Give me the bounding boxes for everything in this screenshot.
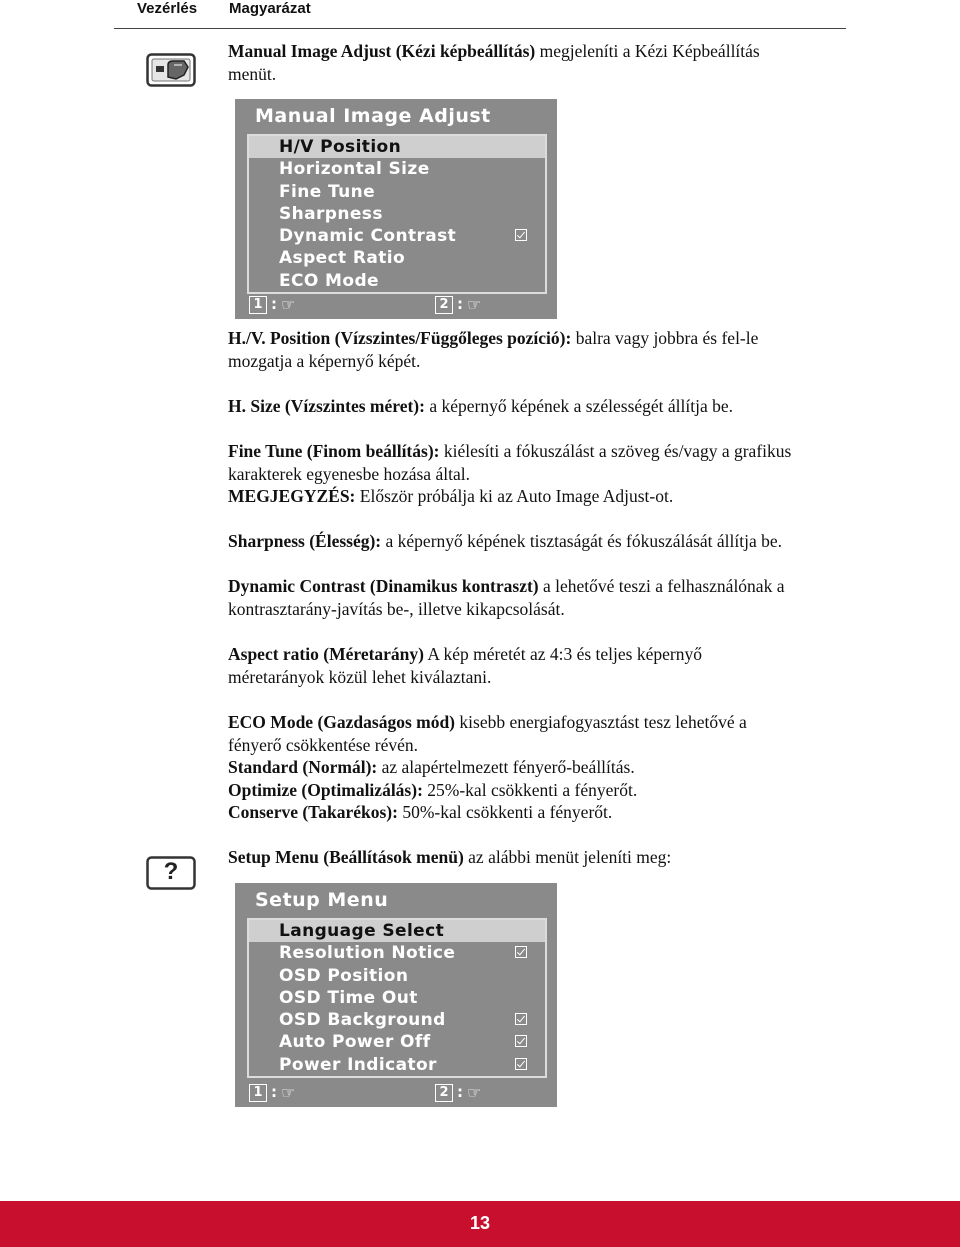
osd-menu-item-label: OSD Background <box>279 1010 446 1031</box>
osd-menu-item[interactable] <box>249 920 545 942</box>
column-header-control: Vezérlés <box>137 0 198 17</box>
osd-menu-item[interactable] <box>249 247 545 269</box>
aspect-ratio-paragraph: Aspect ratio (Méretarány) A kép méretét az 4:3 és teljes képernyő méretarányok közül lehet kiválaztani. <box>228 644 702 687</box>
osd-footer: 1 : ☞ 2 : ☞ <box>247 296 547 316</box>
setup-menu-intro: Setup Menu (Beállítások menü) az alábbi menüt jeleníti meg: <box>228 847 672 867</box>
osd-title: Setup Menu <box>255 889 389 911</box>
osd-menu-item-label: ECO Mode <box>279 270 379 291</box>
h-size-paragraph: H. Size (Vízszintes méret): a képernyő képének a szélességét állítja be. <box>228 396 734 416</box>
osd-menu-item-label: Horizontal Size <box>279 159 430 180</box>
osd-menu-item-label: Fine Tune <box>279 181 376 202</box>
setup-menu-icon <box>146 856 196 890</box>
osd-menu-list <box>247 918 547 1078</box>
osd-menu-item-label: Language Select <box>279 921 445 941</box>
manual-image-adjust-osd <box>235 99 557 319</box>
key-1-icon: 1 <box>249 296 267 314</box>
dynamic-contrast-paragraph: Dynamic Contrast (Dinamikus kontraszt) a lehetővé teszi a felhasználónak a kontrasztarány-javítás be-, illetve kikapcsolását. <box>228 576 785 619</box>
page-number: 13 <box>469 1213 491 1233</box>
pointing-hand-icon: ☞ <box>281 1083 296 1102</box>
manual-image-adjust-intro: Manual Image Adjust (Kézi képbeállítás) megjeleníti a Kézi Képbeállítás menüt. <box>228 41 760 84</box>
fine-tune-paragraph: Fine Tune (Finom beállítás): kiélesíti a fókuszálást a szöveg és/vagy a grafikus karakterek egyenesbe hozása által. MEGJEGYZÉS: Először próbálja ki az Auto Image Adjust-ot. <box>228 441 792 506</box>
checkbox-checked-icon <box>515 229 527 241</box>
osd-menu-item[interactable] <box>249 225 545 247</box>
checkbox-checked-icon <box>515 946 527 958</box>
key-2-icon: 2 <box>435 1084 453 1102</box>
osd-menu-item-label: Dynamic Contrast <box>279 226 457 247</box>
pointing-hand-icon: ☞ <box>281 295 296 314</box>
osd-menu-list <box>247 134 547 294</box>
sharpness-paragraph: Sharpness (Élesség): a képernyő képének tisztaságát és fókuszálását állítja be. <box>228 531 783 551</box>
osd-menu-item[interactable] <box>249 270 545 292</box>
question-mark-icon: ? <box>163 858 179 885</box>
setup-menu-osd <box>235 883 557 1107</box>
footer-bar <box>0 1201 960 1247</box>
hv-position-paragraph: H./V. Position (Vízszintes/Függőleges pozíció): balra vagy jobbra és fel-le mozgatja a képernyő képét. <box>228 328 759 371</box>
column-header-explanation: Magyarázat <box>229 0 311 17</box>
pointing-hand-icon: ☞ <box>467 295 482 314</box>
eco-mode-paragraph: ECO Mode (Gazdaságos mód) kisebb energiafogyasztást tesz lehetővé a fényerő csökkentése révén. Standard (Normál): az alapértelmezett fényerő-beállítás. Optimize (Optimalizálás): 25%-kal csökkenti a fényerőt. Conserve (Takarékos): 50%-kal csökkenti a fényerőt. <box>228 712 747 822</box>
osd-menu-item[interactable] <box>249 965 545 987</box>
osd-menu-item[interactable] <box>249 987 545 1009</box>
osd-menu-item[interactable] <box>249 942 545 964</box>
osd-menu-item-label: OSD Time Out <box>279 987 418 1008</box>
header-divider <box>114 28 846 29</box>
osd-menu-item-label: Sharpness <box>279 203 383 224</box>
osd-menu-item[interactable] <box>249 136 545 158</box>
checkbox-checked-icon <box>515 1058 527 1070</box>
osd-menu-item-label: Resolution Notice <box>279 943 456 964</box>
osd-menu-item-label: Auto Power Off <box>279 1032 431 1053</box>
osd-menu-item-label: Power Indicator <box>279 1054 437 1075</box>
osd-menu-item-label: OSD Position <box>279 965 409 986</box>
checkbox-checked-icon <box>515 1013 527 1025</box>
osd-footer: 1 : ☞ 2 : ☞ <box>247 1084 547 1104</box>
osd-title: Manual Image Adjust <box>255 105 491 127</box>
osd-menu-item[interactable] <box>249 181 545 203</box>
osd-menu-item-label: H/V Position <box>279 137 402 157</box>
key-1-icon: 1 <box>249 1084 267 1102</box>
osd-menu-item[interactable] <box>249 1031 545 1053</box>
osd-menu-item[interactable] <box>249 1054 545 1076</box>
osd-menu-item[interactable] <box>249 203 545 225</box>
osd-menu-item[interactable] <box>249 1009 545 1031</box>
osd-menu-item[interactable] <box>249 158 545 180</box>
osd-menu-item-label: Aspect Ratio <box>279 248 406 269</box>
manual-image-adjust-icon <box>146 53 196 87</box>
pointing-hand-icon: ☞ <box>467 1083 482 1102</box>
checkbox-checked-icon <box>515 1035 527 1047</box>
key-2-icon: 2 <box>435 296 453 314</box>
